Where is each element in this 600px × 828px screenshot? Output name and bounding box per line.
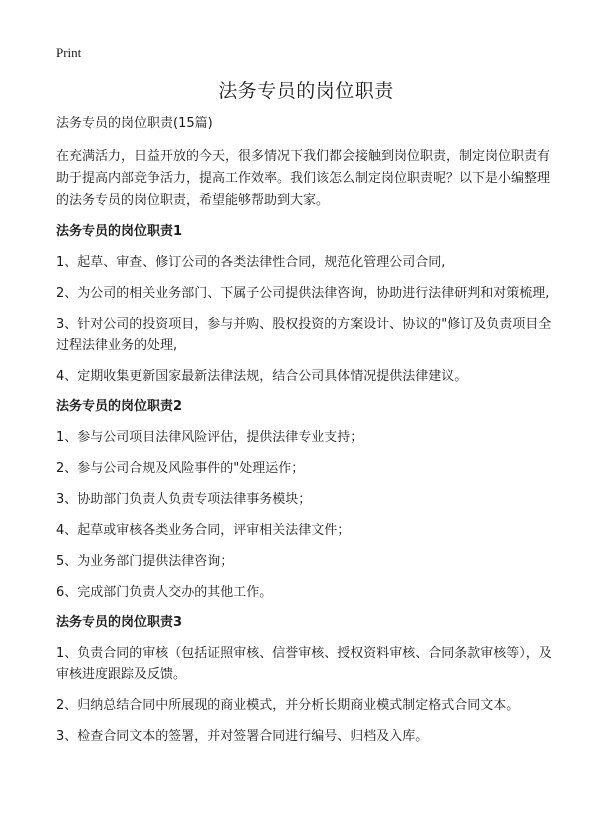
list-item: 4、起草或审核各类业务合同，评审相关法律文件； [56, 523, 351, 538]
list-item: 1、起草、审查、修订公司的各类法律性合同，规范化管理公司合同, [56, 255, 446, 270]
list-item: 2、参与公司合规及风险事件的"处理运作； [56, 461, 305, 476]
section-heading: 法务专员的岗位职责3 [56, 615, 183, 630]
document-page [56, 44, 556, 757]
document-title: 法务专员的岗位职责 [218, 80, 394, 102]
list-item: 1、参与公司项目法律风险评估，提供法律专业支持； [56, 430, 364, 445]
list-item: 4、定期收集更新国家最新法律法规，结合公司具体情况提供法律建议。 [56, 369, 468, 384]
intro-paragraph: 在充满活力，日益开放的今天，很多情况下我们都会接触到岗位职责，制定岗位职责有助于提高内部竞争活力，提高工作效率。我们该怎么制定岗位职责呢？以下是小编整理的法务专员的岗位职责，希望能够帮助到大家。 [56, 149, 551, 208]
document-subtitle: 法务专员的岗位职责(15篇) [56, 116, 213, 131]
section-1 [56, 222, 556, 387]
list-item: 2、为公司的相关业务部门、下属子公司提供法律咨询，协助进行法律研判和对策梳理, [56, 286, 550, 301]
list-item: 1、负责合同的审核（包括证照审核、信誉审核、授权资料审核、合同条款审核等），及审核进度跟踪及反馈。 [56, 646, 552, 682]
list-item: 3、针对公司的投资项目，参与并购、股权投资的方案设计、协议的"修订及负责项目全过程法律业务的处理, [56, 317, 552, 353]
list-item: 6、完成部门负责人交办的其他工作。 [56, 585, 273, 600]
list-item: 2、归纳总结合同中所展现的商业模式，并分析长期商业模式制定格式合同文本。 [56, 698, 520, 713]
list-item: 5、为业务部门提供法律咨询； [56, 554, 234, 569]
section-heading: 法务专员的岗位职责1 [56, 224, 183, 239]
section-3 [56, 613, 556, 747]
print-label: Print [56, 45, 82, 60]
list-item: 3、协助部门负责人负责专项法律事务模块； [56, 492, 312, 507]
list-item: 3、检查合同文本的签署，并对签署合同进行编号、归档及入库。 [56, 729, 429, 744]
section-heading: 法务专员的岗位职责2 [56, 399, 183, 414]
section-2 [56, 397, 556, 603]
